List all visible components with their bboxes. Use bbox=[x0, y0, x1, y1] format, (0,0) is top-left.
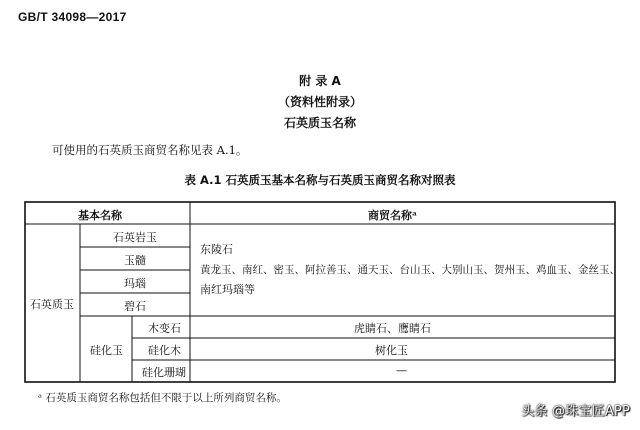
trade-list-line: 黄龙玉、南红、密玉、阿拉善玉、通天玉、台山玉、大别山玉、贺州玉、鸡血玉、金丝玉、 bbox=[200, 264, 620, 276]
group-label-quartz-jade: 石英质玉 bbox=[30, 298, 74, 311]
row-name-petrified-wood: 硅化木 bbox=[148, 344, 181, 357]
row-name-tiger-wood: 木变石 bbox=[148, 322, 181, 335]
group-label-silicified-jade: 硅化玉 bbox=[90, 344, 123, 357]
trade-tree-jade: 树化玉 bbox=[375, 344, 408, 357]
watermark-text: 头条 @珠宝匠APP bbox=[521, 404, 630, 419]
appendix-heading: 石英质玉名称 bbox=[283, 116, 356, 130]
table-footnote: ᵃ 石英质玉商贸名称包括但不限于以上所列商贸名称。 bbox=[38, 392, 287, 404]
row-name-silicified-coral: 硅化珊瑚 bbox=[142, 366, 186, 379]
row-name-chalcedony: 玉髓 bbox=[124, 254, 146, 267]
table-caption: 表 A.1 石英质玉基本名称与石英质玉商贸名称对照表 bbox=[184, 173, 456, 187]
appendix-subtitle: （资料性附录） bbox=[277, 95, 362, 109]
appendix-title: 附 录 A bbox=[299, 74, 341, 88]
header-basic-name: 基本名称 bbox=[78, 209, 122, 222]
trade-aventurine: 东陵石 bbox=[200, 243, 233, 256]
row-name-jasper: 碧石 bbox=[124, 300, 146, 313]
trade-none-dash: — bbox=[396, 364, 407, 377]
trade-tiger-eye: 虎睛石、鹰睛石 bbox=[354, 322, 431, 335]
intro-text: 可使用的石英质玉商贸名称见表 A.1。 bbox=[52, 143, 248, 157]
trade-list-end: 南红玛瑙等 bbox=[200, 283, 255, 296]
header-trade-name: 商贸名称ᵃ bbox=[368, 209, 418, 222]
standard-code: GB/T 34098—2017 bbox=[18, 10, 127, 24]
row-name-agate: 玛瑙 bbox=[124, 277, 146, 290]
row-name-quartzite-jade: 石英岩玉 bbox=[113, 231, 157, 244]
